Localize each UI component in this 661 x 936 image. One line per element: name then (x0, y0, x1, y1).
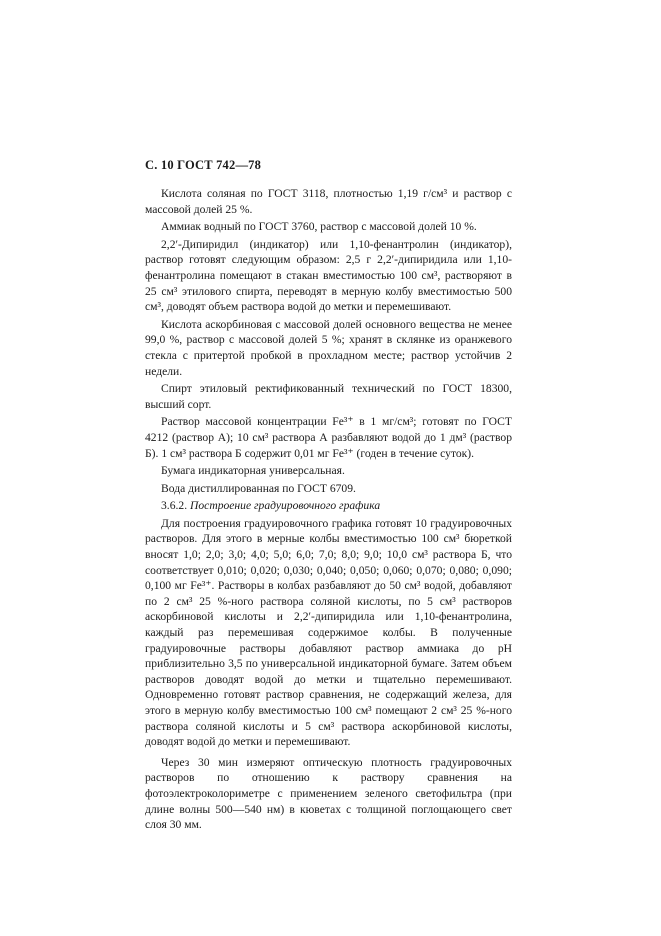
paragraph-indicator-paper: Бумага индикаторная универсальная. (161, 464, 345, 478)
section-title: Построение градуировочного графика (190, 499, 381, 513)
section-heading (145, 498, 512, 514)
paragraph-ascorbic-acid: Кислота аскорбиновая с массовой долей основного вещества не менее 99,0 %, раствор с массовой долей 5 %; хранят в склянке из оранжевого стекла с притертой пробкой в прохладном месте; раствор устойчив 2 недели. (145, 317, 512, 378)
paragraph-ammonia: Аммиак водный по ГОСТ 3760, раствор с массовой долей 10 %. (161, 220, 477, 234)
paragraph-hydrochloric-acid: Кислота соляная по ГОСТ 3118, плотностью 1,19 г/см³ и раствор с массовой долей 25 %. (145, 187, 512, 216)
paragraph-iron-solution: Раствор массовой концентрации Fe³⁺ в 1 мг/см³; готовят по ГОСТ 4212 (раствор А); 10 см³ раствора А разбавляют водой до 1 дм³ (раствор Б). 1 см³ раствора Б содержит 0,01 мг Fe³⁺ (годен в течение суток). (145, 415, 512, 460)
paragraph-ethyl-alcohol: Спирт этиловый ректификованный технический по ГОСТ 18300, высший сорт. (145, 382, 512, 411)
page-body (145, 186, 512, 835)
paragraph-calibration-procedure: Для построения градуировочного графика готовят 10 градуировочных растворов. Для этого в мерные колбы вместимостью 100 см³ бюреткой вносят 1,0; 2,0; 3,0; 4,0; 5,0; 6,0; 7,0; 8,0; 9,0; 10,0 см³ раствора Б, что соответствует 0,010; 0,020; 0,030; 0,040; 0,050; 0,060; 0,070; 0,080; 0,090; 0,100 мг Fe³⁺. Растворы в колбах разбавляют до 50 см³ водой, добавляют по 2 см³ 25 %-ного раствора соляной кислоты, по 5 см³ растворов аскорбиновой кислоты и 2,2′-дипиридила или 1,10-фенантролина, каждый раз перемешивая содержимое колбы. В полученные градуировочные растворы добавляют раствор аммиака до рН приблизительно 3,5 по универсальной индикаторной бумаге. Затем объем растворов доводят водой до метки и тщательно перемешивают. Одновременно готовят раствор сравнения, не содержащий железа, для этого в мерную колбу вместимостью 100 см³ помещают 2 см³ 25 %-ного раствора соляной кислоты и 5 см³ раствора аскорбиновой кислоты, доводят водой до метки и перемешивают. (145, 516, 512, 749)
paragraph-optical-density: Через 30 мин измеряют оптическую плотность градуировочных растворов по отношению к раствору сравнения на фотоэлектроколориметре с применением зеленого светофильтра (при длине волны 500—540 нм) в кюветах с толщиной поглощающего свет слоя 30 мм. (145, 755, 512, 832)
paragraph-dipyridyl: 2,2′-Дипиридил (индикатор) или 1,10-фенантролин (индикатор), раствор готовят следующим образом: 2,5 г 2,2′-дипиридила или 1,10-фенантролина помещают в стакан вместимостью 100 см³, растворяют в 25 см³ этилового спирта, переводят в мерную колбу вместимостью 500 см³, доводят объем раствора водой до метки и перемешивают. (145, 237, 512, 314)
section-number: 3.6.2. (161, 499, 188, 513)
page-header: С. 10 ГОСТ 742—78 (145, 158, 262, 172)
paragraph-distilled-water: Вода дистиллированная по ГОСТ 6709. (161, 481, 356, 495)
